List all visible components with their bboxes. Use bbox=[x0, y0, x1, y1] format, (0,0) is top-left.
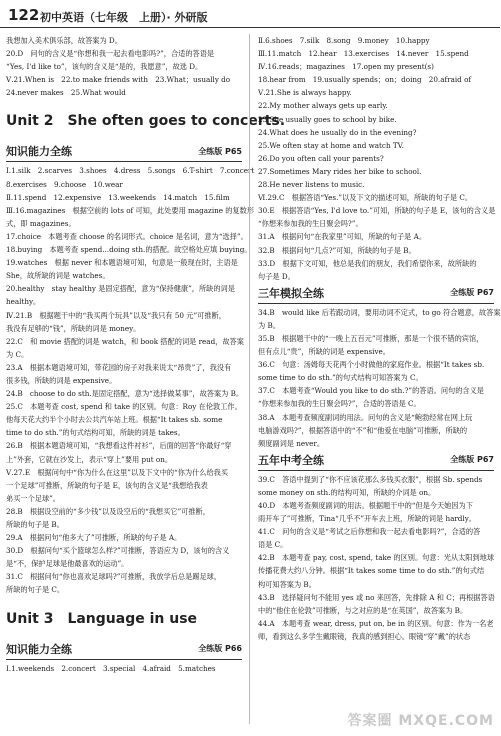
answer-line: 23.A 根据本题语境可知，带花园的房子对我来说太“昂贵”了，我没有 bbox=[6, 362, 232, 372]
section-page-ref: 全练版 P65 bbox=[198, 146, 242, 156]
answer-line: 29.A 根据问句“他多大了”可推断，所缺的句子是 A。 bbox=[6, 533, 182, 543]
answer-line: some money on sth.的结构可知，所缺的介词是 on。 bbox=[258, 487, 436, 497]
answer-line: 24.never makes 25.What would bbox=[6, 88, 126, 98]
answer-line: 是“不，保护足球是他最喜欢的运动”。 bbox=[6, 559, 129, 569]
section-title: 知识能力全练 bbox=[6, 642, 72, 656]
answer-line: 句子是 D。 bbox=[258, 271, 295, 281]
answer-line: “你想来参加我的生日聚会吗?”，合适的答语是 C。 bbox=[258, 399, 421, 409]
section-page-ref: 全练版 P67 bbox=[450, 455, 494, 465]
unit-title: Unit 2 She often goes to concerts. bbox=[6, 113, 286, 130]
answer-line: 上”外套，它就在沙发上，表示“穿上”要用 put on。 bbox=[6, 454, 173, 464]
answer-line: 师，看到这么多学生戴眼镜，我真的感到担心。眼镜“穿”戴”的状态 bbox=[258, 631, 471, 641]
answer-line: 所缺的句子是 B。 bbox=[6, 520, 64, 529]
answer-line: 8.exercises 9.choose 10.wear bbox=[6, 179, 123, 189]
answer-line: 28.B 根据设空前的“多少钱”以及设空后的“我想买它”可推断， bbox=[6, 506, 210, 516]
answer-line: 41.C 问句的含义是“考试之后你想和我一起去看电影吗?”，合适的答 bbox=[258, 527, 481, 537]
answer-line: 19.watches 根据 never 和本题语境可知，句意是一般现在时，主语是 bbox=[6, 258, 238, 268]
answer-line: healthy。 bbox=[6, 297, 41, 307]
answer-line: 为 B。 bbox=[258, 320, 280, 330]
answer-line: 44.A 本题考查 wear, dress, put on, be in 的区别。句意：作为一名老 bbox=[258, 618, 494, 628]
answer-line: time to do sth.”的句式结构可知，所缺的词是 takes。 bbox=[6, 428, 185, 438]
answer-line: Ⅴ.21.When is 22.to make friends with 23.What；usually do bbox=[6, 75, 231, 85]
page-number: 122 bbox=[8, 6, 40, 24]
answer-line: 27.Sometimes Mary rides her bike to school. bbox=[258, 166, 422, 176]
answer-line: 22.C 和 movie 搭配的词是 watch，和 book 搭配的词是 read，故答案 bbox=[6, 336, 244, 346]
answer-line: 但有点儿“贵”，所缺的词是 expensive。 bbox=[258, 347, 390, 357]
answer-line: some time to do sth.”的句式结构可知答案为 C。 bbox=[258, 373, 423, 383]
answer-line: Ⅳ.16.reads；magazines 17.open my present(s) bbox=[258, 62, 434, 72]
answer-line: 他每天花大约半个小时去公共汽车站上班。根据“It takes sb. some bbox=[6, 415, 223, 425]
section-header bbox=[258, 450, 494, 471]
answer-line: She，故所缺的词是 watches。 bbox=[6, 271, 110, 281]
answer-line: 30.E 根据答语“Yes, I'd love to.”可知，所缺的句子是 E，该句的含义是 bbox=[258, 206, 496, 216]
answer-line: Ⅴ.27.E 根据问句中“你为什么在这里”以及下文中的“你为什么给我买 bbox=[6, 467, 229, 477]
answer-line: 22.My mother always gets up early. bbox=[258, 101, 388, 111]
answer-line: 40.D 本题考查频度副词的用法。根据题干中的“但是今天她因为下 bbox=[258, 501, 473, 510]
answer-line: 弟买一个足球”。 bbox=[6, 493, 60, 503]
answer-line: 36.C 句意：汤姆每天花两个小时做他的家庭作业。根据“It takes sb. bbox=[258, 360, 485, 370]
section-page-ref: 全练版 P67 bbox=[450, 288, 494, 298]
header-rule bbox=[0, 27, 500, 28]
answer-line: 构可知答案为 B。 bbox=[258, 579, 316, 589]
answer-line: Ⅲ.16.magazines 根据空前的 lots of 可知，此处要用 magazine 的复数形 bbox=[6, 205, 255, 215]
answer-line: 25.We often stay at home and watch TV. bbox=[258, 140, 404, 150]
answer-line: 43.B 选择疑问句不能用 yes 或 no 来回答，先排除 A 和 C；再根据答语 bbox=[258, 592, 495, 602]
answer-line: 传播花费大约八分钟。根据“It takes some time to do sth.”的句式结 bbox=[258, 566, 485, 576]
answer-line: 语是 C。 bbox=[258, 540, 288, 550]
answer-line: 所缺的句子是 C。 bbox=[6, 585, 65, 595]
answer-line: 17.choice 本题考查 choose 的名词形式。choice 是名词，意为“选择”。 bbox=[6, 231, 248, 241]
answer-line: Ⅱ.11.spend 12.expensive 13.weekends 14.match 15.film bbox=[6, 192, 230, 202]
answer-line: 26.B 根据本题语境可知，“我想看这件衬衫”，后面的回答“你最好“穿 bbox=[6, 441, 232, 451]
answer-line: 39.C 答语中提到了“你不应该花那么多钱买衣服”，根据 Sb. spends bbox=[258, 474, 483, 484]
answer-line: 37.C 本题考查“Would you like to do sth.?”的答语。问句的含义是 bbox=[258, 386, 484, 396]
unit-title: Unit 3 Language in use bbox=[6, 610, 198, 627]
watermark-logo: 答案圈 MXQE.COM bbox=[347, 713, 494, 729]
answer-line: 我想加入美术俱乐部，故答案为 D。 bbox=[6, 36, 122, 45]
section-header bbox=[258, 283, 494, 304]
answer-line: “Yes, I'd like to”，该句的含义是“是的，我愿意”，故选 D。 bbox=[6, 62, 203, 72]
answer-line: 20.D 问句的含义是“你想和我一起去看电影吗?”，合适的答语是 bbox=[6, 49, 215, 59]
answer-line: 很多钱，所缺的词是 expensive。 bbox=[6, 375, 117, 385]
answer-line: 式，即 magazines。 bbox=[6, 218, 76, 228]
answer-line: 雨开车了”可推断，Tina“几乎不”开车去上班，所缺的词是 hardly。 bbox=[258, 514, 476, 524]
answer-line: 电脑游戏吗?”，根据答语中的“不”和“他爱在电脑”可推断，所缺的 bbox=[258, 425, 468, 435]
answer-line: 32.B 根据问句“几点?”可知，所缺的句子是 B。 bbox=[258, 245, 416, 255]
answer-line: 频度副词是 never。 bbox=[258, 438, 325, 448]
page-header bbox=[0, 0, 500, 30]
answer-line: 我没有足够的“钱”，所缺的词是 money。 bbox=[6, 323, 141, 333]
answer-line: 28.He never listens to music. bbox=[258, 180, 365, 190]
answer-line: 34.B would like 后若跟动词，要用动词不定式，to go 符合题意，故答案 bbox=[258, 307, 501, 317]
section-header bbox=[6, 639, 242, 660]
section-header bbox=[6, 141, 242, 162]
section-page-ref: 全练版 P66 bbox=[198, 644, 242, 654]
book-title: 初中英语（七年级 上册）· 外研版 bbox=[40, 11, 208, 24]
column-divider bbox=[249, 34, 250, 724]
section-title: 知识能力全练 bbox=[6, 145, 72, 159]
answer-line: 18.hear from 19.usually spends；on；doing 20.afraid of bbox=[258, 75, 472, 85]
answer-line: 25.C 本题考查 cost, spend 和 take 的区别。句意：Roy 在伦敦工作。 bbox=[6, 402, 242, 412]
answer-line: 23.She usually goes to school by bike. bbox=[258, 114, 397, 124]
right-column bbox=[258, 34, 501, 643]
answer-line: Ⅱ.6.shoes 7.silk 8.song 9.money 10.happy bbox=[258, 36, 430, 45]
section-title: 三年模拟全练 bbox=[258, 286, 324, 300]
answer-line: 24.What does he usually do in the evening? bbox=[258, 127, 417, 137]
answer-line: 中的“他住在伦敦”可推断，与之对应的是“在英国”，故答案为 B。 bbox=[258, 605, 468, 615]
answer-line: 18.buying 本题考查 spend...doing sth.的搭配。故空格处应填 buying。 bbox=[6, 245, 252, 255]
answer-line: Ⅴ.21.She is always happy. bbox=[258, 88, 352, 98]
answer-line: 30.D 根据问句“买个篮球怎么样?”可推断，答语应为 D，该句的含义 bbox=[6, 546, 230, 556]
answer-line: “你想来参加我的生日聚会吗?”。 bbox=[258, 219, 363, 229]
answer-line: 38.A 本题考查频度副词的用法。问句的含义是“鲍勃经常在网上玩 bbox=[258, 412, 473, 422]
answer-line: 42.B 本题考查 pay, cost, spend, take 的区别。句意：光从太阳到地球 bbox=[258, 553, 495, 563]
answer-line: 35.B 根据题干中的“一晚上五百元”可推断，那是一个很不错的宾馆， bbox=[258, 333, 484, 343]
answer-line: Ⅳ.21.B 根据题干中的“我买两个玩具”以及“我只有 50 元”可推断， bbox=[6, 310, 226, 320]
answer-line: 一个足球”可推断，所缺的句子是 E，该句的含义是“我想给我表 bbox=[6, 480, 208, 490]
answer-line: Ⅰ.1.silk 2.scarves 3.shoes 4.dress 5.songs 6.T-shirt 7.concert bbox=[6, 166, 255, 176]
answer-line: 24.B choose to do sth.是固定搭配，意为“选择做某事”，故答案为 B。 bbox=[6, 389, 244, 399]
answer-line: 31.C 根据问句“你也喜欢足球吗?”可推断，我放学后总是踢足球， bbox=[6, 572, 222, 582]
answer-line: Ⅰ.1.weekends 2.concert 3.special 4.afraid 5.matches bbox=[6, 663, 216, 673]
section-title: 五年中考全练 bbox=[258, 453, 324, 467]
answer-line: 33.D 根据下文可知，他总是我们的朋友，我们希望你来，故所缺的 bbox=[258, 258, 477, 268]
answer-line: Ⅲ.11.match 12.hear 13.exercises 14.never 15.spend bbox=[258, 49, 469, 59]
answer-line: 26.Do you often call your parents? bbox=[258, 153, 384, 163]
answer-line: 20.healthy stay healthy 是固定搭配，意为“保持健康”，所缺的词是 bbox=[6, 284, 235, 294]
answer-line: Ⅵ.29.C 根据答语“Yes.”以及下文的描述可知，所缺的句子是 C。 bbox=[258, 193, 473, 203]
answer-line: 31.A 根据问句“在我家里”可知，所缺的句子是 A。 bbox=[258, 232, 427, 242]
answer-line: 为 C。 bbox=[6, 349, 29, 359]
